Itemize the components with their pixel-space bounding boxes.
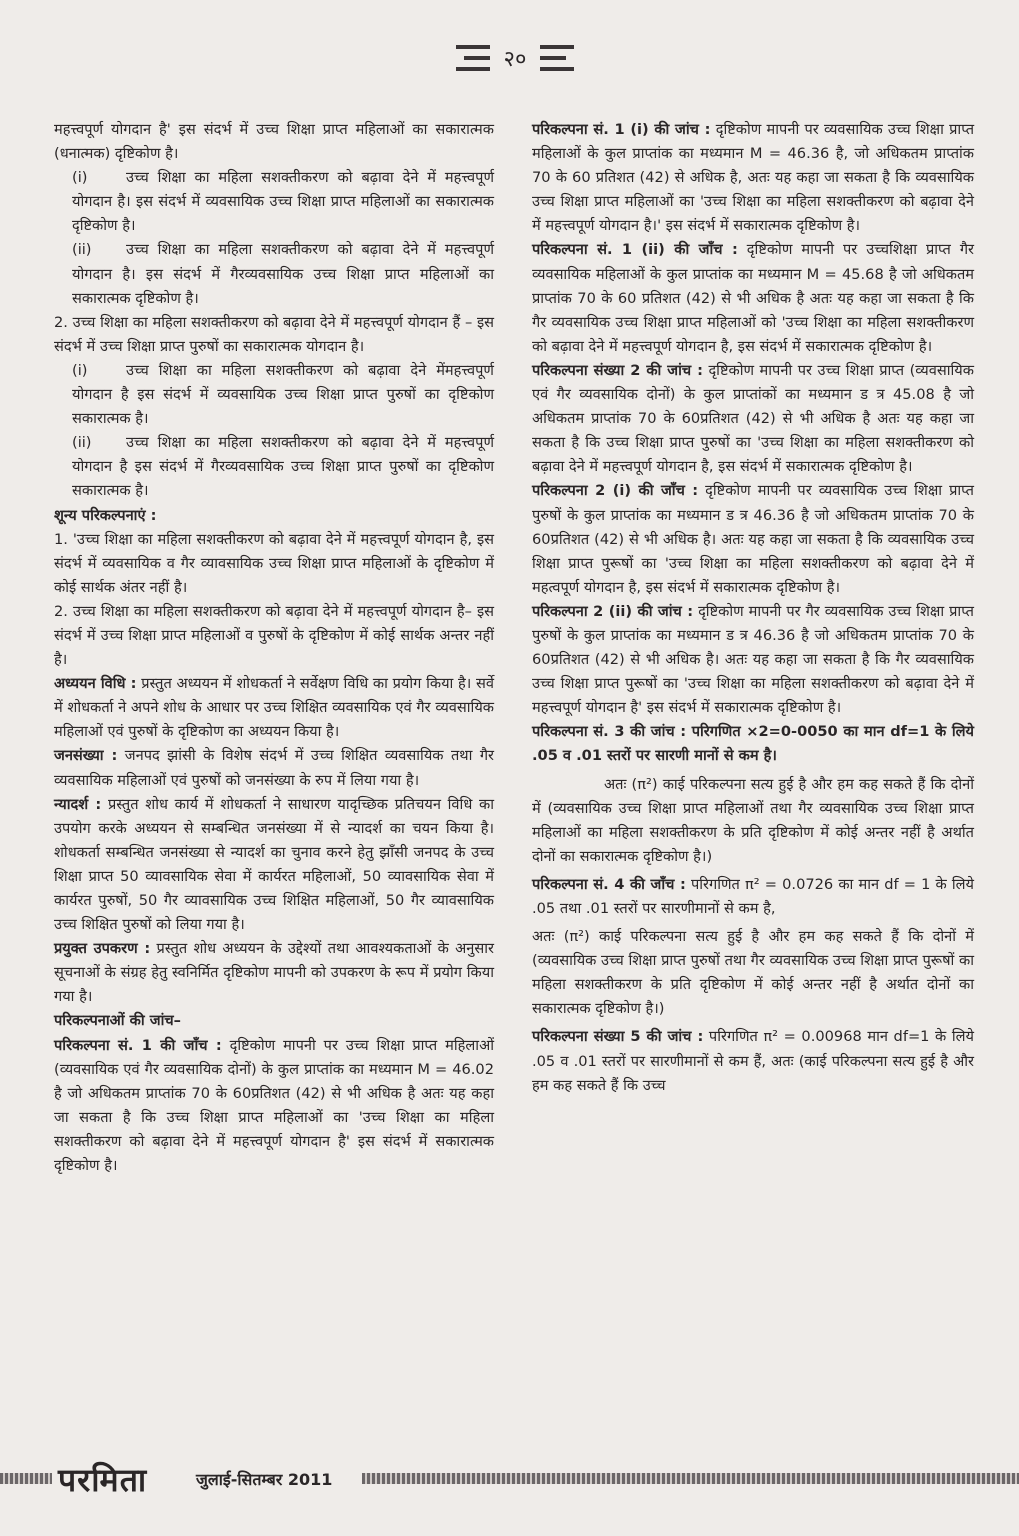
inline-heading: न्यादर्श :	[54, 795, 102, 813]
right-ornament-bars	[540, 45, 574, 71]
paragraph-text: दृष्टिकोण मापनी पर उच्च शिक्षा प्राप्त महिलाओं (व्यवसायिक एवं गैर व्यवसायिक दोनों) के कुल प्राप्तांक का मध्यमान M = 46.02 है जो अधिकतम प्राप्तांक 70 के 60प्रतिशत (42) से भी अधिक है अतः यह कहा जा सकता है कि उच्च शिक्षा प्राप्त महिलाओं का 'उच्च शिक्षा का महिला सशक्तीकरण को बढ़ावा देने में महत्त्वपूर्ण योगदान है' इस संदर्भ में सकारात्मक दृष्टिकोण है।	[54, 1036, 494, 1175]
paragraph: अतः (π²) काई परिकल्पना सत्य हुई है और हम कह सकते हैं कि दोनों में (व्यवसायिक उच्च शिक्षा प्राप्त पुरुषों तथा गैर व्यवसायिक उच्च शिक्षा प्राप्त पुरूषों का महिला सशक्तीकरण के प्रति दृष्टिकोण में कोई अन्तर नहीं है अर्थात दोनों का सकारात्मक दृष्टिकोण है।)	[532, 928, 974, 1018]
page-number: २०	[503, 47, 527, 72]
paragraph	[532, 359, 974, 479]
paragraph-text: प्रस्तुत अध्ययन में शोधकर्ता ने सर्वेक्षण विधि का प्रयोग किया है। सर्वे में शोधकर्ता ने अपने शोध के आधार पर उच्च शिक्षित व्यवसायिक एवं गैर व्यवसायिक महिलाओं एवं पुरुषों के दृष्टिकोण का अध्ययन किया है।	[54, 675, 495, 741]
page-number-ornament	[440, 28, 590, 88]
paragraph	[54, 672, 494, 744]
list-item-text: उच्च शिक्षा का महिला सशक्तीकरण को बढ़ावा देने मेंमहत्त्वपूर्ण योगदान है इस संदर्भ में व्यवसायिक उच्च शिक्षा प्राप्त पुरुषों का दृष्टिकोण सकारात्मक है।	[72, 361, 494, 428]
paragraph-text: प्रस्तुत शोध कार्य में शोधकर्ता ने साधारण यादृच्छिक प्रतिचयन विधि का उपयोग करके अध्ययन से सम्बन्धित जनसंख्या में से न्यादर्श का चयन किया है। शोधकर्ता सम्बन्धित जनसंख्या से न्यादर्श का चुनाव करने हेतु झाँसी जनपद के उच्च शिक्षा प्राप्त 50 व्यावसायिक सेवा में कार्यरत महिलाओं, 50 व्यावसायिक सेवा में कार्यरत पुरुषों, 50 गैर व्यावसायिक उच्च शिक्षित महिलाओं, 50 गैर व्यावसायिक उच्च शिक्षित पुरुषों को लिया गया है।	[54, 795, 495, 934]
right-column	[532, 118, 974, 1098]
section-heading: परिकल्पनाओं की जांच–	[54, 1012, 181, 1030]
footer-rule-left	[0, 1473, 52, 1484]
paragraph-text: दृष्टिकोण मापनी पर उच्च शिक्षा प्राप्त (व्यवसायिक एवं गैर व्यवसायिक दोनों) के कुल प्राप्तांकों का मध्यमान ड त्र 45.08 है जो अधिकतम प्राप्तांक 70 के 60प्रतिशत (42) से भी अधिक है अतः यह कहा जा सकता है कि उच्च शिक्षा प्राप्त पुरुषों का 'उच्च शिक्षा का महिला सशक्तीकरण को बढ़ावा देने में महत्त्वपूर्ण योगदान है, इस संदर्भ में सकारात्मक दृष्टिकोण है।	[532, 361, 974, 476]
inline-heading: परिकल्पना संख्या 5 की जांच :	[532, 1028, 704, 1046]
list-item	[54, 431, 494, 503]
inline-heading: परिकल्पना सं. 4 की जाँच :	[532, 875, 686, 893]
footer-rule-right	[362, 1473, 1019, 1484]
paragraph-text: दृष्टिकोण मापनी पर व्यवसायिक उच्च शिक्षा प्राप्त पुरुषों के कुल प्राप्तांक का मध्यमान ड त्र 46.36 है जो अधिकतम प्राप्तांक 70 के 60प्रतिशत (42) से भी अधिक है। अतः यह कहा जा सकता है कि व्यवसायिक उच्च शिक्षा प्राप्त पुरूषों का 'उच्च शिक्षा का महिला सशक्तीकरण को बढ़ावा देने में महत्वपूर्ण योगदान है, इस संदर्भ में सकारात्मक दृष्टिकोण है।	[532, 482, 974, 596]
page-footer	[0, 1458, 1019, 1502]
paragraph: महत्त्वपूर्ण योगदान है' इस संदर्भ में उच्च शिक्षा प्राप्त महिलाओं का सकारात्मक (धनात्मक) दृष्टिकोण है।	[54, 121, 494, 163]
paragraph: 2. उच्च शिक्षा का महिला सशक्तीकरण को बढ़ावा देने में महत्त्वपूर्ण योगदान है– इस संदर्भ में उच्च शिक्षा प्राप्त महिलाओं व पुरुषों के दृष्टिकोण में कोई सार्थक अन्तर नहीं है।	[54, 602, 494, 669]
list-item-text: उच्च शिक्षा का महिला सशक्तीकरण को बढ़ावा देने में महत्त्वपूर्ण योगदान है। इस संदर्भ में व्यवसायिक उच्च शिक्षा प्राप्त महिलाओं का सकारात्मक दृष्टिकोण है।	[72, 169, 494, 235]
left-column	[54, 118, 494, 1178]
left-ornament-bars	[456, 45, 490, 71]
paragraph: 2. उच्च शिक्षा का महिला सशक्तीकरण को बढ़ावा देने में महत्त्वपूर्ण योगदान हैं – इस संदर्भ में उच्च शिक्षा प्राप्त पुरुषों का सकारात्मक योगदान है।	[54, 313, 494, 355]
paragraph-text: दृष्टिकोण मापनी पर व्यवसायिक उच्च शिक्षा प्राप्त महिलाओं के कुल प्राप्तांक का मध्यमान M = 46.36 है, जो अधिकतम प्राप्तांक 70 के 60 प्रतिशत (42) से अधिक है, अतः यह कहा जा सकता है कि व्यवसायिक उच्च शिक्षा प्राप्त महिलाओं का 'उच्च शिक्षा का महिला सशक्तीकरण को बढ़ावा देने में महत्त्वपूर्ण योगदान है।' इस संदर्भ में सकारात्मक दृष्टिकोण है।	[532, 121, 975, 235]
paragraph: अतः (π²) काई परिकल्पना सत्य हुई है और हम कह सकते हैं कि दोनों में (व्यवसायिक उच्च शिक्षा प्राप्त महिलाओं तथा गैर व्यवसायिक उच्च शिक्षा प्राप्त महिलाओं का महिला सशक्तीकरण के प्रति दृष्टिकोण में कोई अन्तर नहीं है अर्थात दोनों का सकारात्मक दृष्टिकोण है।)	[532, 775, 974, 865]
section-heading: शून्य परिकल्पनाएं :	[54, 506, 157, 524]
paragraph	[532, 118, 974, 238]
paragraph	[532, 479, 974, 599]
paragraph	[532, 600, 974, 720]
inline-heading: जनसंख्या :	[54, 747, 118, 765]
list-item	[54, 166, 494, 238]
paragraph-text: परिगणित π² = 0.0726 का मान df = 1 के लिये .05 तथा .01 स्तरों पर सारणीमानों से कम है,	[532, 875, 975, 917]
paragraph	[54, 793, 494, 938]
paragraph-text: दृष्टिकोण मापनी पर उच्चशिक्षा प्राप्त गैर व्यवसायिक महिलाओं के कुल प्राप्तांक का मध्यमान M = 45.68 है जो अधिकतम प्राप्तांक 70 के 60 प्रतिशत (42) से भी अधिक है अतः यह कहा जा सकता है कि गैर व्यवसायिक उच्च शिक्षा प्राप्त महिलाओं को 'उच्च शिक्षा का महिला सशक्तीकरण को बढ़ावा देने में महत्त्वपूर्ण योगदान है, इस संदर्भ में सकारात्मक दृष्टिकोण है।	[532, 241, 975, 355]
inline-heading: परिकल्पना 2 (ii) की जांच :	[532, 602, 694, 620]
list-item	[54, 359, 494, 431]
list-marker: (ii)	[72, 241, 92, 259]
journal-logo: परमिता	[58, 1461, 148, 1499]
inline-heading: परिकल्पना 2 (i) की जाँच :	[532, 482, 699, 500]
paragraph-text: परिगणित π² = 0.00968 मान df=1 के लिये .05 व .01 स्तरों पर सारणीमानों से कम हैं, अतः (काई परिकल्पना सत्य हुई है और हम कह सकते हैं कि उच्च	[532, 1028, 974, 1094]
paragraph	[532, 873, 974, 921]
paragraph	[54, 744, 494, 792]
hypothesis-3-result: परिकल्पना सं. 3 की जांच : परिगणित ×2=0-0050 का मान df=1 के लिये .05 व .01 स्तरों पर सारणी मानों से कम है।	[532, 723, 974, 765]
inline-heading: परिकल्पना संख्या 2 की जांच :	[532, 361, 703, 379]
issue-date: जुलाई-सितम्बर 2011	[196, 1470, 333, 1489]
paragraph	[532, 238, 974, 358]
paragraph-text: जनपद झांसी के विशेष संदर्भ में उच्च शिक्षित व्यवसायिक तथा गैर व्यवसायिक महिलाओं एवं पुरुषों को जनसंख्या के रुप में लिया गया है।	[54, 747, 495, 789]
list-item	[54, 238, 494, 310]
list-item-text: उच्च शिक्षा का महिला सशक्तीकरण को बढ़ावा देने में महत्त्वपूर्ण योगदान है इस संदर्भ में गैरव्यवसायिक उच्च शिक्षा प्राप्त पुरुषों का दृष्टिकोण सकारात्मक है।	[72, 434, 494, 500]
inline-heading: अध्ययन विधि :	[54, 675, 137, 693]
paragraph	[532, 1025, 974, 1097]
paragraph	[54, 937, 494, 1009]
inline-heading: परिकल्पना सं. 1 (i) की जांच :	[532, 121, 711, 138]
inline-heading: परिकल्पना सं. 1 (ii) की जाँच :	[532, 241, 738, 259]
paragraph-text: दृष्टिकोण मापनी पर गैर व्यवसायिक उच्च शिक्षा प्राप्त पुरुषों के कुल प्राप्तांक का मध्यमान ड त्र 46.36 है जो अधिकतम प्राप्तांक 70 के 60प्रतिशत (42) से भी अधिक है। अतः यह कहा जा सकता है कि गैर व्यवसायिक उच्च शिक्षा प्राप्त पुरूषों का 'उच्च शिक्षा का महिला सशक्तीकरण को बढ़ावा देने में महत्त्वपूर्ण योगदान है' इस संदर्भ में सकारात्मक दृष्टिकोण है।	[532, 602, 975, 717]
paragraph	[54, 1034, 494, 1179]
inline-heading: प्रयुक्त उपकरण :	[54, 940, 151, 958]
list-item-text: उच्च शिक्षा का महिला सशक्तीकरण को बढ़ावा देने में महत्त्वपूर्ण योगदान है। इस संदर्भ में गैरव्यवसायिक उच्च शिक्षा प्राप्त महिलाओं का सकारात्मक दृष्टिकोण है।	[72, 241, 494, 307]
list-marker: (ii)	[72, 434, 92, 452]
inline-heading: परिकल्पना सं. 1 की जाँच :	[54, 1036, 222, 1054]
list-marker: (i)	[72, 361, 88, 379]
paragraph: 1. 'उच्च शिक्षा का महिला सशक्तीकरण को बढ़ावा देने में महत्त्वपूर्ण योगदान है, इस संदर्भ में व्यवसायिक व गैर व्यावसायिक उच्च शिक्षा प्राप्त महिलाओं के दृष्टिकोण में कोई सार्थक अंतर नहीं है।	[54, 530, 494, 596]
list-marker: (i)	[72, 169, 88, 187]
paragraph-text: प्रस्तुत शोध अध्ययन के उद्देश्यों तथा आवश्यकताओं के अनुसार सूचनाओं के संग्रह हेतु स्वनिर्मित दृष्टिकोण मापनी को उपकरण के रूप में प्रयोग किया गया है।	[54, 940, 495, 1006]
